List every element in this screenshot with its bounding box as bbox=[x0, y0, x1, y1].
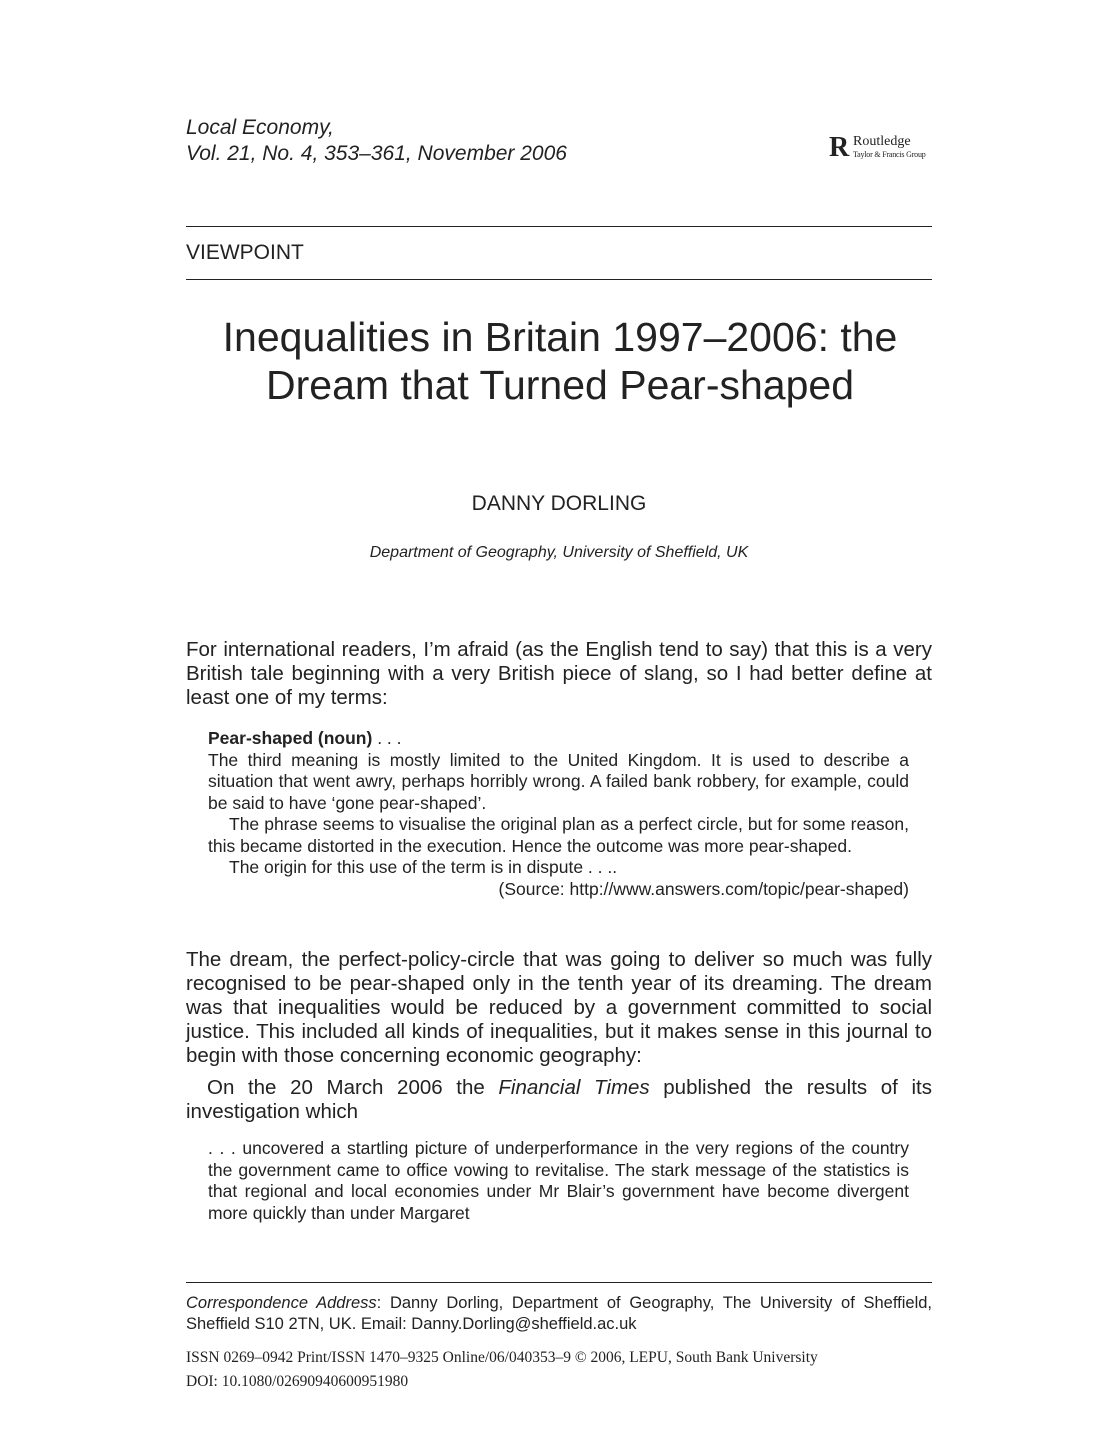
definition-paragraph-3: The origin for this use of the term is in dispute . . .. bbox=[229, 857, 618, 877]
definition-source: (Source: http://www.answers.com/topic/pear-shaped) bbox=[498, 878, 909, 899]
footnote-divider bbox=[186, 1282, 932, 1283]
correspondence-text: : Danny Dorling, Department of Geography, The University of Sheffield, Sheffield S10 2TN, UK. Email: Danny.Dorling@sheffield.ac.uk bbox=[186, 1294, 933, 1333]
title-line-2: Dream that Turned Pear-shaped bbox=[266, 362, 854, 408]
definition-paragraph-2: The phrase seems to visualise the original plan as a perfect circle, but for some reason, this became distorted in the execution. Hence the outcome was more pear-shaped. bbox=[208, 814, 909, 856]
section-label: VIEWPOINT bbox=[186, 241, 304, 264]
definition-quote bbox=[208, 728, 909, 900]
volume-info: Vol. 21, No. 4, 353–361, November 2006 bbox=[186, 142, 567, 165]
journal-citation bbox=[186, 115, 567, 167]
section-divider bbox=[186, 279, 932, 280]
issn-line: ISSN 0269–0942 Print/ISSN 1470–9325 Online/06/040353–9 © 2006, LEPU, South Bank University bbox=[186, 1349, 818, 1366]
publisher-name: Routledge bbox=[853, 134, 911, 149]
para3-start: On the 20 March 2006 the bbox=[207, 1076, 499, 1099]
definition-paragraph-1: The third meaning is mostly limited to the United Kingdom. It is used to describe a situation that went awry, perhaps horribly wrong. A failed bank robbery, for example, could be said to have ‘gone pear-shaped’. bbox=[208, 749, 909, 813]
correspondence-address bbox=[186, 1293, 932, 1335]
body-paragraph-3 bbox=[186, 1076, 932, 1124]
ft-quote: . . . uncovered a startling picture of underperformance in the very regions of the country the government came to office vowing to revitalise. The stark message of the statistics is that regional and local economies under Mr Blair’s government have become divergent more quickly than under Margaret bbox=[208, 1138, 909, 1223]
intro-paragraph: For international readers, I’m afraid (as the English tend to say) that this is a very British tale beginning with a very British piece of slang, so I had better define at least one of my terms: bbox=[186, 638, 932, 709]
correspondence-label: Correspondence Address bbox=[186, 1294, 377, 1312]
definition-ellipsis: . . . bbox=[372, 728, 402, 748]
routledge-r-icon: R bbox=[829, 132, 850, 163]
author-name: DANNY DORLING bbox=[471, 492, 647, 515]
para3-end: published the results of its investigation which bbox=[186, 1076, 932, 1123]
definition-term: Pear-shaped (noun) bbox=[208, 728, 373, 748]
title-line-1: Inequalities in Britain 1997–2006: the bbox=[222, 314, 898, 360]
definition-heading bbox=[208, 728, 909, 750]
body-paragraph-2: The dream, the perfect-policy-circle that was going to deliver so much was fully recognised to be pear-shaped only in the tenth year of its dreaming. The dream was that inequalities would be reduced by a government committed to social justice. This included all kinds of inequalities, but it makes sense in this journal to begin with those concerning economic geography: bbox=[186, 948, 932, 1067]
journal-name: Local Economy, bbox=[186, 116, 334, 139]
author-affiliation: Department of Geography, University of Sheffield, UK bbox=[369, 544, 749, 561]
financial-times-title: Financial Times bbox=[498, 1076, 650, 1099]
publisher-logo bbox=[829, 134, 939, 162]
publisher-sub: Taylor & Francis Group bbox=[853, 150, 926, 159]
article-title bbox=[160, 313, 960, 409]
doi-line: DOI: 10.1080/02690940600951980 bbox=[186, 1373, 409, 1390]
top-divider bbox=[186, 226, 932, 227]
